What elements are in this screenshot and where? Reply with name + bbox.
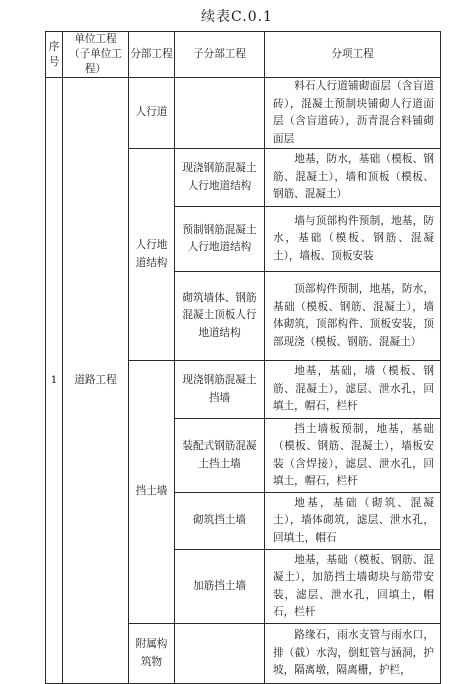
division-cell: 挡土墙	[129, 361, 175, 624]
seq-cell: 1	[46, 78, 63, 684]
subdivision-cell: 现浇钢筋混凝土人行地道结构	[175, 149, 265, 207]
table-title: 续表C.0.1	[201, 9, 273, 25]
subdivision-cell: 预制钢筋混凝土人行地道结构	[175, 207, 265, 272]
item-cell: 顶部构件预制，地基，防水，基础（模板、钢筋、混凝土），墙体砌筑，顶部构件、顶板安装，顶部现浇（模板、钢筋、混凝土）	[265, 272, 441, 361]
subdivision-cell: 砌筑墙体、钢筋混凝土顶板人行地道结构	[175, 272, 265, 361]
table-header-row	[46, 32, 441, 78]
division-cell: 人行道	[129, 78, 175, 149]
table-row	[46, 78, 441, 149]
header-subdivision: 子分部工程	[175, 32, 265, 78]
division-cell: 人行地道结构	[129, 149, 175, 361]
header-unit: 单位工程 （子单位工程）	[63, 32, 129, 78]
subdivision-cell	[175, 78, 265, 149]
item-cell: 地基，防水，基础（模板、钢筋、混凝土），墙和顶板（模板、钢筋、混凝土）	[265, 149, 441, 207]
division-cell: 附属构筑物	[129, 624, 175, 684]
header-division: 分部工程	[129, 32, 175, 78]
header-item: 分项工程	[265, 32, 441, 78]
item-cell: 地基，基础（砌筑、混凝土），墙体砌筑，滤层、泄水孔，回填土，帽石	[265, 493, 441, 550]
construction-division-table	[45, 31, 441, 684]
subdivision-cell: 砌筑挡土墙	[175, 493, 265, 550]
item-cell: 料石人行道铺砌面层（含盲道砖），混凝土预制块铺砌人行道面层（含盲道砖），沥青混合料铺砌面层	[265, 78, 441, 149]
item-cell: 地基，基础，墙（模板、钢筋、混凝土），滤层、泄水孔，回填土，帽石，栏杆	[265, 361, 441, 419]
subdivision-cell: 现浇钢筋混凝土挡墙	[175, 361, 265, 419]
subdivision-cell	[175, 624, 265, 684]
item-cell: 墙与顶部构件预制，地基，防水，基础（模板、钢筋、混凝土），墙板、顶板安装	[265, 207, 441, 272]
item-cell: 路缘石，雨水支管与雨水口，排（截）水沟，倒虹管与涵洞，护坡，隔离墩，隔离栅，护栏，	[265, 624, 441, 684]
item-cell: 地基，基础（模板、钢筋、混凝土），加筋挡土墙砌块与筋带安装，滤层、泄水孔，回填土，帽石，栏杆	[265, 550, 441, 624]
subdivision-cell: 装配式钢筋混凝土挡土墙	[175, 419, 265, 493]
item-cell: 挡土墙板预制，地基，基础（模板、钢筋、混凝土），墙板安装（含焊接），滤层、泄水孔，回填土，帽石，栏杆	[265, 419, 441, 493]
header-seq: 序号	[46, 32, 63, 78]
subdivision-cell: 加筋挡土墙	[175, 550, 265, 624]
unit-cell: 道路工程	[63, 78, 129, 684]
